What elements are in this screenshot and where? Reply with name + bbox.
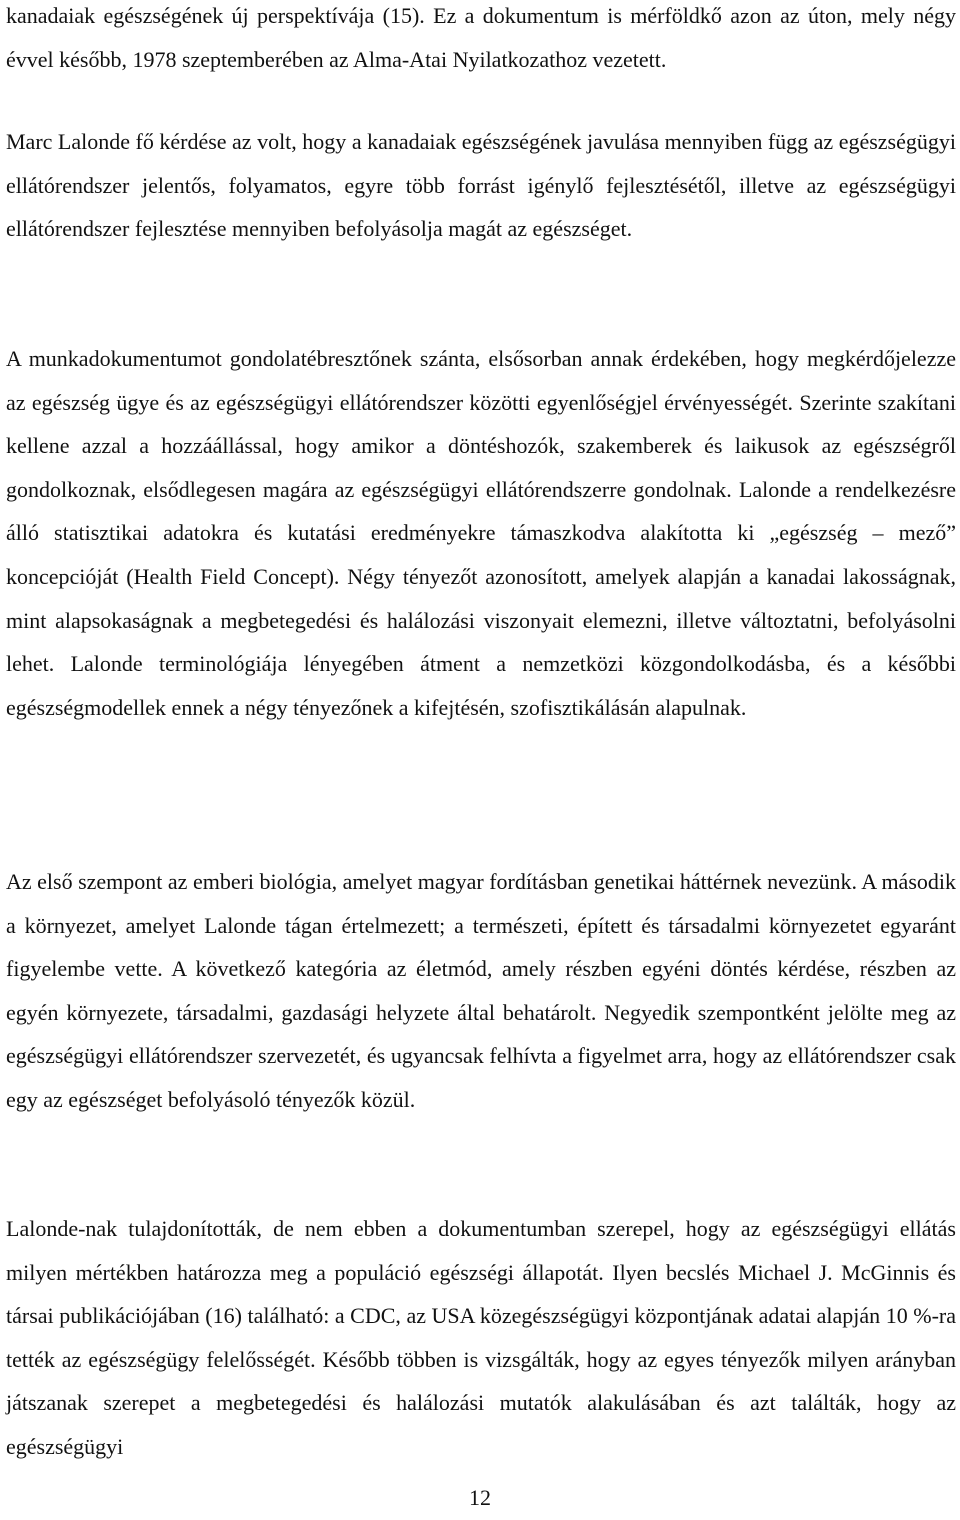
paragraph-4: Az első szempont az emberi biológia, amelyet magyar fordításban genetikai háttérnek nevezünk. A második a környezet, amelyet Lalonde tágan értelmezett; a természeti, épített és társadalmi környezetet egyaránt figyelembe vette. A következő kategória az életmód, amely részben egyéni döntés kérdése, részben az egyén környezete, társadalmi, gazdasági helyzete által behatárolt. Negyedik szempontként jelölte meg az egészségügyi ellátórendszer szervezetét, és ugyancsak felhívta a figyelmet arra, hogy az ellátórendszer csak egy az egészséget befolyásoló tényezők közül. <box>6 869 956 1112</box>
paragraph-1: kanadaiak egészségének új perspektívája (15). Ez a dokumentum is mérföldkő azon az úton, mely négy évvel később, 1978 szeptemberében az Alma-Atai Nyilatkozathoz vezetett. <box>6 3 956 72</box>
page-number: 12 <box>469 1485 491 1510</box>
paragraph-5: Lalonde-nak tulajdonították, de nem ebben a dokumentumban szerepel, hogy az egészségügyi ellátás milyen mértékben határozza meg a populáció egészségi állapotát. Ilyen becslés Michael J. McGinnis és társai publikációjában (16) található: a CDC, az USA közegészségügyi központjának adatai alapján 10 %-ra tették az egészségügy felelősségét. Később többen is vizsgálták, hogy az egyes tényezők milyen arányban játszanak szerepet a megbetegedési és halálozási mutatók alakulásában és azt találták, hogy az egészségügyi <box>6 1216 956 1459</box>
paragraph-2: Marc Lalonde fő kérdése az volt, hogy a kanadaiak egészségének javulása mennyiben függ az egészségügyi ellátórendszer jelentős, folyamatos, egyre több forrást igénylő fejlesztésétől, illetve az egészségügyi ellátórendszer fejlesztése mennyiben befolyásolja magát az egészséget. <box>6 129 956 242</box>
paragraph-3: A munkadokumentumot gondolatébresztőnek szánta, elsősorban annak érdekében, hogy megkérdőjelezze az egészség ügye és az egészségügyi ellátórendszer közötti egyenlőségjel érvényességét. Szerinte szakítani kellene azzal a hozzáállással, hogy amikor a döntéshozók, szakemberek és laikusok az egészségről gondolkoznak, elsődlegesen magára az egészségügyi ellátórendszerre gondolnak. Lalonde a rendelkezésre álló statisztikai adatokra és kutatási eredményekre támaszkodva alakította ki „egészség – mező” koncepcióját (Health Field Concept). Négy tényezőt azonosított, amelyek alapján a kanadai lakosságnak, mint alapsokaságnak a megbetegedési és halálozási viszonyait elemezni, illetve változtatni, befolyásolni lehet. Lalonde terminológiája lényegében átment a nemzetközi közgondolkodásba, és a későbbi egészségmodellek ennek a négy tényezőnek a kifejtésén, szofisztikálásán alapulnak. <box>6 346 956 720</box>
